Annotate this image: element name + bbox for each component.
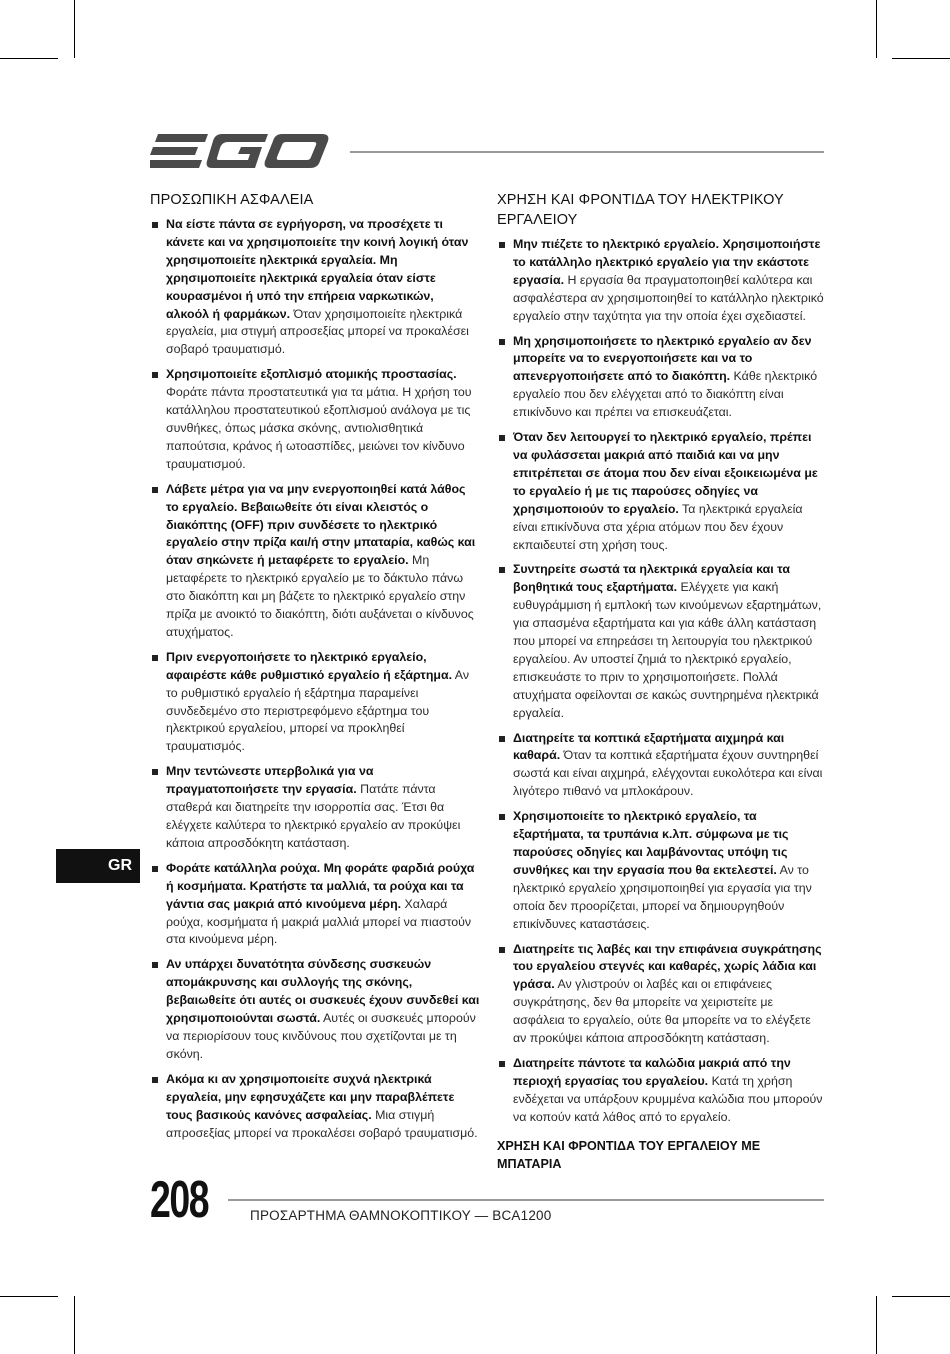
bullet-square-icon (499, 814, 505, 820)
list-item: Μη χρησιμοποιήσετε το ηλεκτρικό εργαλείο αν δεν μπορείτε να το ενεργοποιήσετε και να το απενεργοποιήσετε από το διακόπτη. Κάθε ηλεκτρικό εργαλείο που δεν ελέγχεται από το διακόπτη είναι επικίνδυνο και πρέπει να επισκευάζεται. (497, 333, 827, 423)
list-item: Χρησιμοποιείτε το ηλεκτρικό εργαλείο, τα εξαρτήματα, τα τρυπάνια κ.λπ. σύμφωνα με τις παρούσες οδηγίες και λαμβάνοντας υπόψη τις συνθήκες και την εργασία που θα εκτελεστεί. Αν το ηλεκτρικό εργαλείο χρησιμοποιηθεί για εργασία για την οποία δεν προορίζεται, μπορεί να δημιουργηθούν επικίνδυνες καταστάσεις. (497, 808, 827, 933)
crop-mark (74, 1296, 75, 1354)
list-item: Διατηρείτε πάντοτε τα καλώδια μακριά από την περιοχή εργασίας του εργαλείου. Κατά τη χρήση ενδέχεται να υπάρξουν κρυμμένα καλώδια που μπορούν να κοπούν κατά λάθος από το εργαλείο. (497, 1055, 827, 1127)
personal-safety-list (150, 216, 480, 1142)
bullet-square-icon (499, 339, 505, 345)
list-item: Όταν δεν λειτουργεί το ηλεκτρικό εργαλείο, πρέπει να φυλάσσεται μακριά από παιδιά και να μην επιτρέπεται σε άτομα που δεν είναι εξοικειωμένα με το εργαλείο ή με τις παρούσες οδηγίες να χρησιμοποιούν το εργαλείο. Τα ηλεκτρικά εργαλεία είναι επικίνδυνα στα χέρια ατόμων που δεν έχουν εκπαιδευτεί στη χρήση τους. (497, 429, 827, 554)
crop-mark (876, 1296, 877, 1354)
crop-mark (892, 1296, 950, 1297)
list-item: Διατηρείτε τα κοπτικά εξαρτήματα αιχμηρά και καθαρά. Όταν τα κοπτικά εξαρτήματα έχουν συντηρηθεί σωστά και είναι αιχμηρά, ελέγχονται ευκολότερα και είναι λιγότερο πιθανό να μπλοκάρουν. (497, 730, 827, 802)
bullet-square-icon (152, 655, 158, 661)
bullet-square-icon (152, 372, 158, 378)
bullet-square-icon (152, 1077, 158, 1083)
bullet-square-icon (499, 435, 505, 441)
list-item: Χρησιμοποιείτε εξοπλισμό ατομικής προστασίας. Φοράτε πάντα προστατευτικά για τα μάτια. Η χρήση του κατάλληλου προστατευτικού εξοπλισμού ανάλογα με τις συνθήκες, όπως μάσκα σκόνης, αντιολισθητικά παπούτσια, κράνος ή ωτοασπίδες, μειώνει τον κίνδυνο τραυματισμού. (150, 366, 480, 473)
list-item: Αν υπάρχει δυνατότητα σύνδεσης συσκευών απομάκρυνσης και συλλογής της σκόνης, βεβαιωθείτε ότι αυτές οι συσκευές έχουν συνδεθεί και χρησιμοποιούνται σωστά. Αυτές οι συσκευές μπορούν να περιορίσουν τους κινδύνους που σχετίζονται με τη σκόνη. (150, 956, 480, 1063)
list-item: Να είστε πάντα σε εγρήγορση, να προσέχετε τι κάνετε και να χρησιμοποιείτε την κοινή λογική όταν χρησιμοποιείτε ηλεκτρικά εργαλεία. Μη χρησιμοποιείτε ηλεκτρικά εργαλεία όταν είστε κουρασμένοι ή υπό την επήρεια ναρκωτικών, αλκοόλ ή φαρμάκων. Όταν χρησιμοποιείτε ηλεκτρικά εργαλεία, μια στιγμή απροσεξίας μπορεί να προκαλέσει σοβαρό τραυματισμό. (150, 216, 480, 359)
list-item: Μην τεντώνεστε υπερβολικά για να πραγματοποιήσετε την εργασία. Πατάτε πάντα σταθερά και διατηρείτε την ισορροπία σας. Έτσι θα ελέγχετε καλύτερα το ηλεκτρικό εργαλείο αν προκύψει κάποια απροσδόκητη κατάσταση. (150, 763, 480, 853)
language-tab (56, 849, 140, 883)
crop-mark (876, 0, 877, 58)
list-item: Φοράτε κατάλληλα ρούχα. Μη φοράτε φαρδιά ρούχα ή κοσμήματα. Κρατήστε τα μαλλιά, τα ρούχα και τα γάντια σας μακριά από κινούμενα μέρη. Χαλαρά ρούχα, κοσμήματα ή μακριά μαλλιά μπορεί να πιαστούν στα κινούμενα μέρη. (150, 860, 480, 950)
bullet-square-icon (499, 567, 505, 573)
bullet-square-icon (152, 222, 158, 228)
left-column (150, 190, 480, 1149)
section-title-personal-safety: ΠΡΟΣΩΠΙΚΗ ΑΣΦΑΛΕΙΑ (150, 192, 314, 208)
bullet-square-icon (152, 962, 158, 968)
right-column (497, 190, 827, 1173)
section-title-tool-use-care: ΧΡΗΣΗ ΚΑΙ ΦΡΟΝΤΙΔΑ ΤΟΥ ΗΛΕΚΤΡΙΚΟΥ ΕΡΓΑΛΕΙΟΥ (497, 192, 784, 228)
bullet-square-icon (152, 487, 158, 493)
tool-use-care-list (497, 236, 827, 1127)
list-item: Διατηρείτε τις λαβές και την επιφάνεια συγκράτησης του εργαλείου στεγνές και καθαρές, χωρίς λάδια και γράσα. Αν γλιστρούν οι λαβές και οι επιφάνειες συγκράτησης, δεν θα μπορείτε να χειριστείτε με ασφάλεια το εργαλείο, ούτε θα μπορείτε να το ελέγξετε αν προκύψει κάποια απροσδόκητη κατάσταση. (497, 941, 827, 1048)
bullet-square-icon (152, 866, 158, 872)
language-tab-label: GR (108, 857, 132, 874)
bullet-square-icon (152, 769, 158, 775)
list-item: Λάβετε μέτρα για να μην ενεργοποιηθεί κατά λάθος το εργαλείο. Βεβαιωθείτε ότι είναι κλειστός ο διακόπτης (OFF) πριν συνδέσετε το ηλεκτρικό εργαλείο στην πρίζα και/ή στην μπαταρία, καθώς και όταν σηκώνετε ή μεταφέρετε το εργαλείο. Μη μεταφέρετε το ηλεκτρικό εργαλείο με το δάκτυλο πάνω στο διακόπτη και μη βάζετε το ηλεκτρικό εργαλείο στην πρίζα με ανοικτό το διακόπτη, διότι αυξάνεται ο κίνδυνος ατυχήματος. (150, 481, 480, 642)
list-item: Πριν ενεργοποιήσετε το ηλεκτρικό εργαλείο, αφαιρέστε κάθε ρυθμιστικό εργαλείο ή εξάρτημα. Αν το ρυθμιστικό εργαλείο ή εξάρτημα παραμείνει συνδεδεμένο στο περιστρεφόμενο εξάρτημα του ηλεκτρικού εργαλείου, μπορεί να προκληθεί τραυματισμός. (150, 649, 480, 756)
header-rule (350, 151, 824, 153)
bullet-square-icon (499, 242, 505, 248)
crop-mark (892, 58, 950, 59)
footer-title: ΠΡΟΣΑΡΤΗΜΑ ΘΑΜΝΟΚΟΠΤΙΚΟΥ — BCA1200 (250, 1208, 552, 1223)
ego-logo (150, 132, 330, 170)
bullet-square-icon (499, 947, 505, 953)
crop-mark (74, 0, 75, 58)
crop-mark (0, 1296, 58, 1297)
bullet-square-icon (499, 1061, 505, 1067)
list-item: Μην πιέζετε το ηλεκτρικό εργαλείο. Χρησιμοποιήστε το κατάλληλο ηλεκτρικό εργαλείο για την εκάστοτε εργασία. Η εργασία θα πραγματοποιηθεί καλύτερα και ασφαλέστερα αν χρησιμοποιηθεί το κατάλληλο ηλεκτρικό εργαλείο στην ταχύτητα για την οποία έχει σχεδιαστεί. (497, 236, 827, 326)
crop-mark (0, 58, 58, 59)
list-item: Συντηρείτε σωστά τα ηλεκτρικά εργαλεία και τα βοηθητικά τους εξαρτήματα. Ελέγχετε για κακή ευθυγράμμιση ή εμπλοκή των κινούμενων εξαρτημάτων, για σπασμένα εξαρτήματα και για κάθε άλλη κατάσταση που μπορεί να επηρεάσει τη λειτουργία του ηλεκτρικού εργαλείου. Αν υποστεί ζημιά το ηλεκτρικό εργαλείο, επισκευάστε το πριν το χρησιμοποιήσετε. Πολλά ατυχήματα οφείλονται σε κακώς συντηρημένα ηλεκτρικά εργαλεία. (497, 561, 827, 722)
page-number: 208 (150, 1171, 209, 1229)
bullet-square-icon (499, 736, 505, 742)
list-item: Ακόμα κι αν χρησιμοποιείτε συχνά ηλεκτρικά εργαλεία, μην εφησυχάζετε και μην παραβλέπετε τους βασικούς κανόνες ασφαλείας. Μια στιγμή απροσεξίας μπορεί να προκαλέσει σοβαρό τραυματισμό. (150, 1071, 480, 1143)
footer-rule (228, 1199, 824, 1201)
subheading-battery-tool: ΧΡΗΣΗ ΚΑΙ ΦΡΟΝΤΙΔΑ ΤΟΥ ΕΡΓΑΛΕΙΟΥ ΜΕ ΜΠΑΤΑΡΙΑ (497, 1138, 761, 1171)
